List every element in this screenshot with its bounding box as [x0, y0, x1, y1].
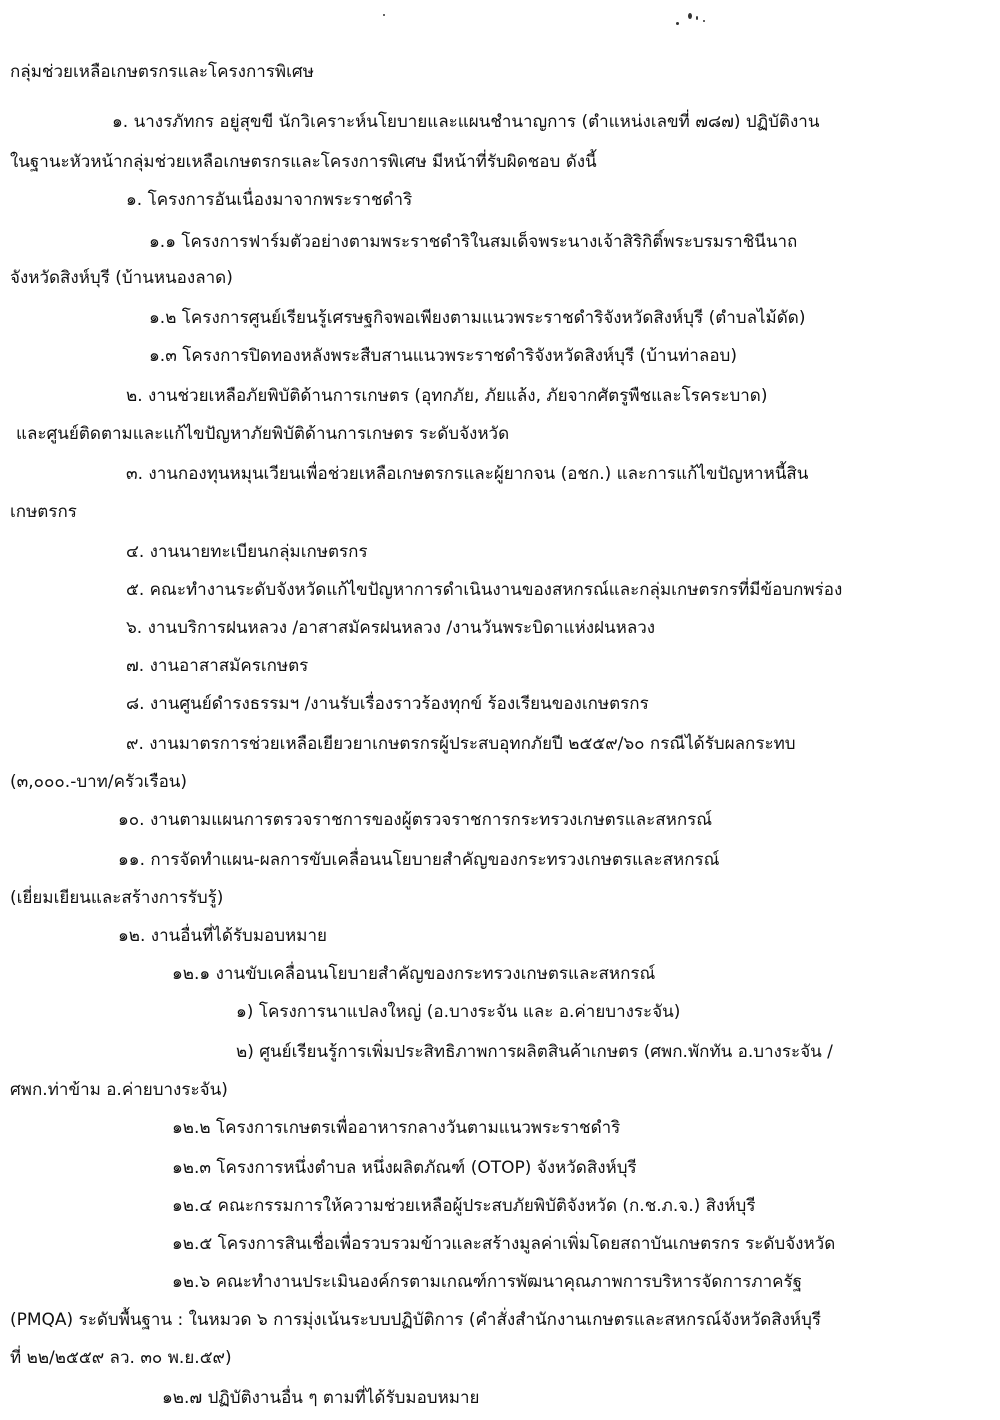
text-line: ๑๒.๒ โครงการเกษตรเพื่ออาหารกลางวันตามแนวพระราชดำริ [172, 1118, 621, 1138]
text-line: ๑.๑ โครงการฟาร์มตัวอย่างตามพระราชดำริในสมเด็จพระนางเจ้าสิริกิติ์พระบรมราชินีนาถ [149, 232, 798, 252]
text-line: ๑. นางรภัทกร อยู่สุขขี นักวิเคราะห์นโยบายและแผนชำนาญการ (ตำแหน่งเลขที่ ๗๘๗) ปฏิบัติงาน [112, 112, 820, 132]
text-line: ๑.๒ โครงการศูนย์เรียนรู้เศรษฐกิจพอเพียงตามแนวพระราชดำริจังหวัดสิงห์บุรี (ตำบลไม้ดัด) [149, 308, 806, 328]
text-line: ๑๑. การจัดทำแผน-ผลการขับเคลื่อนนโยบายสำคัญของกระทรวงเกษตรและสหกรณ์ [118, 850, 720, 870]
text-line: ๑๒.๗ ปฏิบัติงานอื่น ๆ ตามที่ได้รับมอบหมาย [162, 1388, 480, 1408]
text-line: (๓,๐๐๐.-บาท/ครัวเรือน) [10, 772, 188, 792]
scan-speck [703, 20, 705, 22]
text-line: ๘. งานศูนย์ดำรงธรรมฯ /งานรับเรื่องราวร้องทุกข์ ร้องเรียนของเกษตรกร [126, 694, 649, 714]
scan-speck [696, 16, 698, 20]
text-line: (PMQA) ระดับพื้นฐาน : ในหมวด ๖ การมุ่งเน้นระบบปฏิบัติการ (คำสั่งสำนักงานเกษตรและสหกรณ์จังหวัดสิงห์บุรี [10, 1310, 822, 1330]
text-line: เกษตรกร [10, 502, 77, 522]
text-line: ๔. งานนายทะเบียนกลุ่มเกษตรกร [126, 542, 368, 562]
text-line: ๑๒.๔ คณะกรรมการให้ความช่วยเหลือผู้ประสบภัยพิบัติจังหวัด (ก.ช.ภ.จ.) สิงห์บุรี [172, 1196, 756, 1216]
text-line: ๑.๓ โครงการปิดทองหลังพระสืบสานแนวพระราชดำริจังหวัดสิงห์บุรี (บ้านท่าลอบ) [149, 346, 737, 366]
scan-speck [688, 13, 692, 19]
text-line: ศพก.ท่าข้าม อ.ค่ายบางระจัน) [10, 1080, 228, 1100]
text-line: ๒) ศูนย์เรียนรู้การเพิ่มประสิทธิภาพการผลิตสินค้าเกษตร (ศพก.พักทัน อ.บางระจัน / [236, 1042, 833, 1062]
text-line: ๑. โครงการอันเนื่องมาจากพระราชดำริ [126, 190, 413, 210]
text-line: ๑๒.๑ งานขับเคลื่อนนโยบายสำคัญของกระทรวงเกษตรและสหกรณ์ [172, 964, 656, 984]
text-line: ๑๒. งานอื่นที่ได้รับมอบหมาย [118, 926, 327, 946]
scan-speck [676, 22, 679, 25]
text-line: ๑) โครงการนาแปลงใหญ่ (อ.บางระจัน และ อ.ค่ายบางระจัน) [236, 1002, 681, 1022]
text-line: ๒. งานช่วยเหลือภัยพิบัติด้านการเกษตร (อุทกภัย, ภัยแล้ง, ภัยจากศัตรูพืชและโรคระบาด) [126, 386, 768, 406]
text-line: ๙. งานมาตรการช่วยเหลือเยียวยาเกษตรกรผู้ประสบอุทกภัยปี ๒๕๕๙/๖๐ กรณีได้รับผลกระทบ [126, 734, 796, 754]
text-line: ที่ ๒๒/๒๕๕๙ ลว. ๓๐ พ.ย.๕๙) [10, 1348, 232, 1368]
text-line: ๑๒.๖ คณะทำงานประเมินองค์กรตามเกณฑ์การพัฒนาคุณภาพการบริหารจัดการภาครัฐ [172, 1272, 803, 1292]
text-line: ๑๐. งานตามแผนการตรวจราชการของผู้ตรวจราชการกระทรวงเกษตรและสหกรณ์ [118, 810, 713, 830]
text-line: ๗. งานอาสาสมัครเกษตร [126, 656, 309, 676]
text-line: ๖. งานบริการฝนหลวง /อาสาสมัครฝนหลวง /งานวันพระบิดาแห่งฝนหลวง [126, 618, 656, 638]
text-line: ในฐานะหัวหน้ากลุ่มช่วยเหลือเกษตรกรและโครงการพิเศษ มีหน้าที่รับผิดชอบ ดังนี้ [10, 152, 597, 172]
text-line: ๑๒.๕ โครงการสินเชื่อเพื่อรวบรวมข้าวและสร้างมูลค่าเพิ่มโดยสถาบันเกษตรกร ระดับจังหวัด [172, 1234, 836, 1254]
section-heading: กลุ่มช่วยเหลือเกษตรกรและโครงการพิเศษ [10, 62, 314, 82]
text-line: จังหวัดสิงห์บุรี (บ้านหนองลาด) [10, 268, 233, 288]
text-line: ๑๒.๓ โครงการหนึ่งตำบล หนึ่งผลิตภัณฑ์ (OTOP) จังหวัดสิงห์บุรี [172, 1158, 637, 1178]
text-line: ๕. คณะทำงานระดับจังหวัดแก้ไขปัญหาการดำเนินงานของสหกรณ์และกลุ่มเกษตรกรที่มีข้อบกพร่อง [126, 580, 843, 600]
text-line: ๓. งานกองทุนหมุนเวียนเพื่อช่วยเหลือเกษตรกรและผู้ยากจน (อชก.) และการแก้ไขปัญหาหนี้สิน [126, 464, 809, 484]
text-line: และศูนย์ติดตามและแก้ไขปัญหาภัยพิบัติด้านการเกษตร ระดับจังหวัด [16, 424, 510, 444]
text-line: (เยี่ยมเยียนและสร้างการรับรู้) [10, 888, 224, 908]
scan-speck [383, 14, 385, 16]
